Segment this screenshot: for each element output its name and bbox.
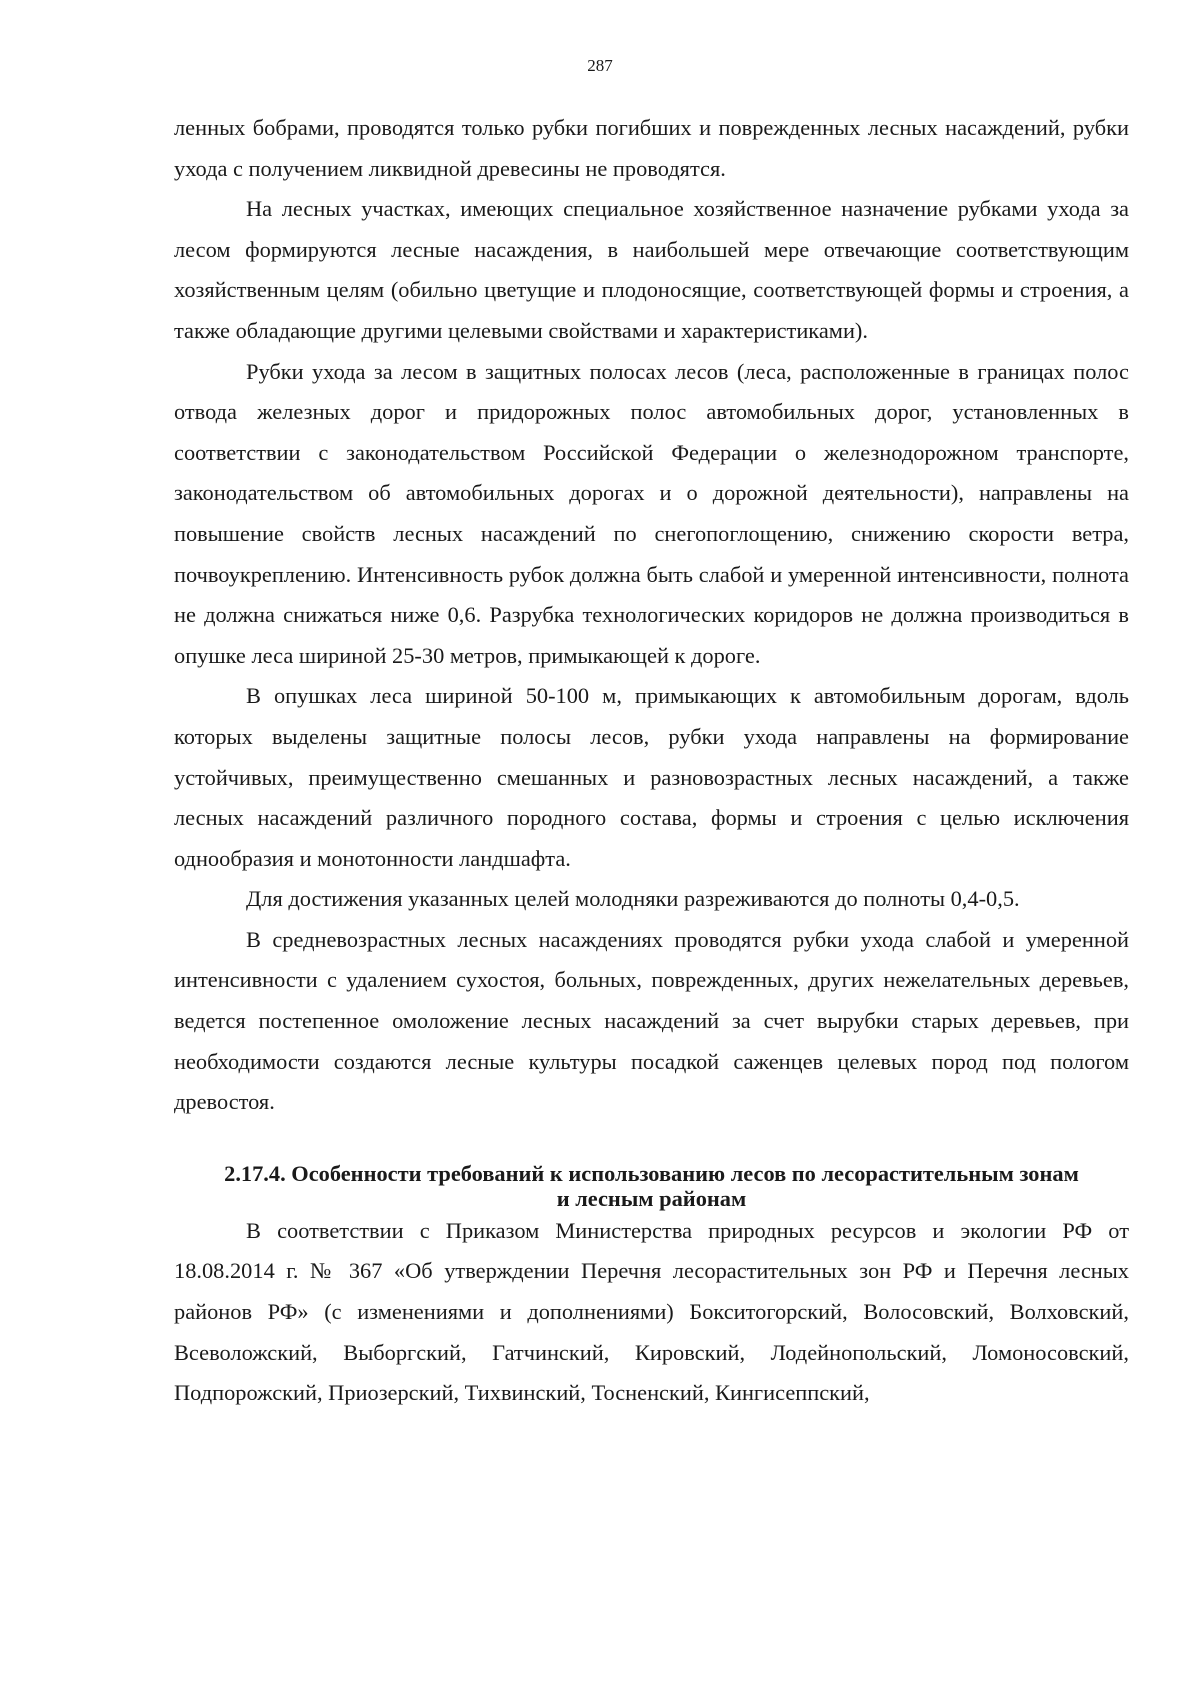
paragraph-forest-edges: В опушках леса шириной 50-100 м, примыкающих к автомобильным дорогам, вдоль которых выделены защитные полосы лесов, рубки ухода направлены на формирование устойчивых, преимущественно смешанных и разновозрастных лесных насаждений, а также лесных насаждений различного породного состава, формы и строения с целью исключения однообразия и монотонности ландшафта. [174, 683, 1129, 871]
body-text [174, 108, 1129, 1414]
paragraph-continuation: ленных бобрами, проводятся только рубки погибших и поврежденных лесных насаждений, рубки ухода с получением ликвидной древесины не проводятся. [174, 115, 1129, 181]
section-heading-line-1: 2.17.4. Особенности требований к использованию лесов по лесорастительным зонам [224, 1160, 1079, 1186]
section-heading-line-2: и лесным районам [556, 1185, 747, 1211]
paragraph-middle-aged-stands: В средневозрастных лесных насаждениях проводятся рубки ухода слабой и умеренной интенсивности с удалением сухостоя, больных, поврежденных, других нежелательных деревьев, ведется постепенное омоложение лесных насаждений за счет вырубки старых деревьев, при необходимости создаются лесные культуры посадкой саженцев целевых пород под пологом древостоя. [174, 926, 1129, 1115]
section-heading [174, 1161, 1129, 1211]
paragraph-young-stands: Для достижения указанных целей молодняки разреживаются до полноты 0,4-0,5. [246, 886, 1020, 912]
paragraph-forest-zones-order: В соответствии с Приказом Министерства природных ресурсов и экологии РФ от 18.08.2014 г. № 367 «Об утверждении Перечня лесорастительных зон РФ и Перечня лесных районов РФ» (с изменениями и дополнениями) Бокситогорский, Волосовский, Волховский, Всеволожский, Выборгский, Гатчинский, Кировский, Лодейнопольский, Ломоносовский, Подпорожский, Приозерский, Тихвинский, Тосненский, Кингисеппский, [174, 1217, 1129, 1406]
paragraph-special-purpose-forests: На лесных участках, имеющих специальное хозяйственное назначение рубками ухода за лесом формируются лесные насаждения, в наибольшей мере отвечающие соответствующим хозяйственным целям (обильно цветущие и плодоносящие, соответствующей формы и строения, а также обладающие другими целевыми свойствами и характеристиками). [174, 196, 1129, 343]
paragraph-protective-strips: Рубки ухода за лесом в защитных полосах лесов (леса, расположенные в границах полос отвода железных дорог и придорожных полос автомобильных дорог, установленных в соответствии с законодательством Российской Федерации о железнодорожном транспорте, законодательством об автомобильных дорогах и о дорожной деятельности), направлены на повышение свойств лесных насаждений по снегопоглощению, снижению скорости ветра, почвоукреплению. Интенсивность рубок должна быть слабой и умеренной интенсивности, полнота не должна снижаться ниже 0,6. Разрубка технологических коридоров не должна производиться в опушке леса шириной 25-30 метров, примыкающей к дороге. [174, 358, 1129, 668]
page-number: 287 [587, 56, 613, 75]
